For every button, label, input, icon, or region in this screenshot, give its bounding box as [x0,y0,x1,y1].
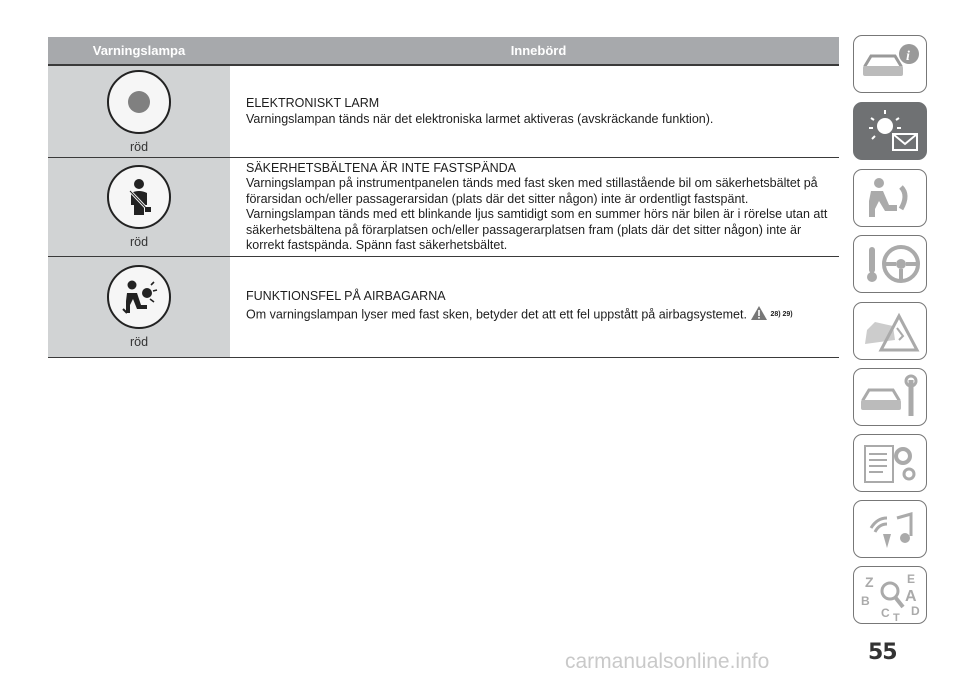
lamp-color: röd [129,235,149,249]
watermark: carmanualsonline.info [565,650,770,673]
lamp-cell [48,257,230,357]
table-header [48,37,839,66]
car-crash-warning-icon [857,306,923,356]
side-tab-car-info[interactable] [853,35,927,93]
row-title: SÄKERHETSBÄLTENA ÄR INTE FASTSPÄNDA [246,160,516,175]
row-title: ELEKTRONISKT LARM [246,96,380,110]
table-row [48,158,839,257]
seat-airbag-icon [857,173,923,223]
svg-text:E: E [907,572,916,586]
list-gears-icon [857,438,923,488]
lamp-cell [48,66,230,157]
row-text: Varningslampan tänds när det elektroniska larmet aktiveras (avskräckande funktion). [246,111,714,126]
table-row [48,257,839,358]
svg-text:B: B [861,594,870,608]
table-row [48,66,839,158]
side-tab-technical-data[interactable] [853,434,927,492]
car-wrench-icon [857,372,923,422]
reference-notes: 28) 29) [770,311,793,318]
car-info-icon [857,40,923,88]
key-steering-wheel-icon [857,239,923,289]
row-text: Varningslampan på instrumentpanelen tänds med fast sken med stillastående bil om säkerhetsbältet på förarsidan och/eller passagerarsidan (plats där det sitter någon) inte är ordentligt fastspänt. Varningslampan tänds med ett blinkande ljus samtidigt som en summer hörs när bilen är i rörelse utan att säkerhetsbältena på förarplatsen och/eller passagerarplatsen fram (plats där det sitter någon) inte är korrekt fastspända. Spänn fast säkerhetsbältet. [246,176,828,252]
row-title: FUNKTIONSFEL PÅ AIRBAGARNA [246,289,446,303]
svg-text:C: C [881,606,890,620]
row-text-line [246,305,839,326]
warning-light-envelope-icon [857,106,923,156]
svg-text:Z: Z [865,574,874,590]
lamp-color: röd [129,335,149,349]
meaning-cell [230,158,839,256]
svg-text:i: i [906,49,910,64]
meaning-cell [230,257,839,357]
lamp-cell [48,158,230,256]
side-tab-maintenance[interactable] [853,368,927,426]
airbag-icon [107,265,171,329]
header-warning-light: Varningslampa [92,43,186,58]
lamp-color: röd [129,139,149,154]
antenna-music-icon [857,504,923,554]
svg-text:T: T [893,612,900,621]
alphabet-index-icon [857,569,923,621]
side-tab-index[interactable] [853,566,927,624]
side-tab-safety[interactable] [853,169,927,227]
warning-lights-table [48,37,839,358]
page-number: 55 [868,640,897,665]
side-tab-warning-lights[interactable] [853,102,927,160]
svg-text:D: D [911,604,920,618]
header-meaning: Innebörd [510,43,567,58]
row-text: Om varningslampan lyser med fast sken, betyder det att ett fel uppstått på airbagsystemet. [246,307,747,322]
side-tab-emergency[interactable] [853,302,927,360]
red-dot-icon [107,70,171,134]
seatbelt-icon [107,165,171,229]
warning-triangle-icon [750,305,768,326]
meaning-cell [230,66,839,157]
side-tab-multimedia[interactable] [853,500,927,558]
svg-text:A: A [905,588,917,605]
side-tab-start-drive[interactable] [853,235,927,293]
